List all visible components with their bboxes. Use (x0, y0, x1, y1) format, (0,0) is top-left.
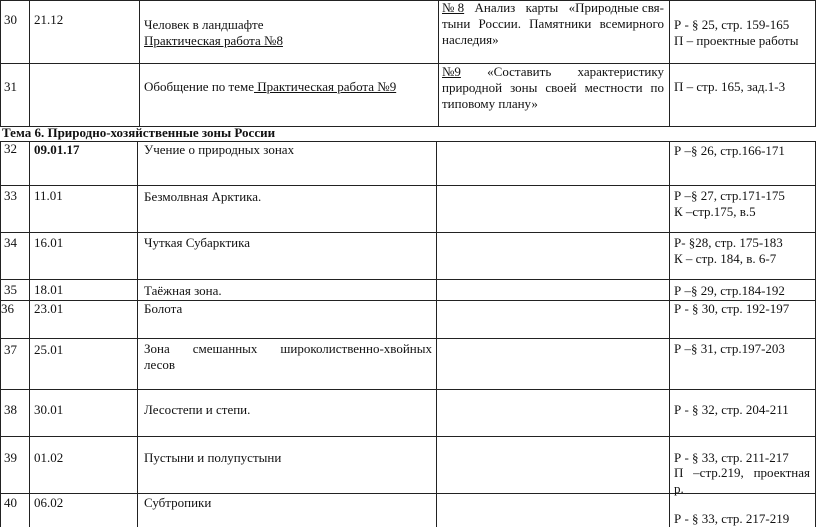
topic-text: Чуткая Субарктика (144, 235, 250, 250)
practical-word: Памятники (529, 16, 592, 31)
practical-number: № 8 (442, 0, 465, 15)
homework-text: Р –§ 26, стр.166-171 (674, 143, 785, 158)
topic-text (144, 79, 396, 95)
homework-text: Р - § 32, стр. 204-211 (674, 402, 789, 417)
practical-word: всемирного (599, 16, 664, 31)
row-number: 30 (4, 12, 17, 27)
topic-practical-link: Практическая работа №8 (144, 33, 283, 48)
row-number: 37 (4, 342, 17, 357)
row-border (0, 0, 816, 1)
practical-word: зоны (510, 80, 538, 95)
homework-word: П (674, 465, 684, 480)
practical-line (442, 80, 664, 96)
row-border (0, 279, 816, 280)
row-border (0, 436, 816, 437)
practical-word: природной (442, 80, 503, 95)
row-date: 23.01 (34, 301, 64, 316)
practical-word: карты (525, 0, 559, 15)
col-border (438, 0, 439, 126)
homework-text: Р –§ 27, стр.171-175 (674, 188, 785, 203)
row-number: 34 (4, 235, 17, 250)
homework-text: Р - § 30, стр. 192-197 (674, 301, 790, 316)
homework-word: –стр.219, (693, 465, 744, 480)
topic-text: Субтропики (144, 495, 212, 510)
practical-word: «Природные свя- (568, 0, 664, 15)
row-border (0, 185, 816, 186)
row-date: 09.01.17 (34, 142, 80, 157)
row-date: 30.01 (34, 402, 64, 417)
col-border (669, 0, 670, 126)
row-date: 01.02 (34, 450, 64, 465)
homework-text: К –стр.175, в.5 (674, 204, 756, 219)
col-border (669, 141, 670, 527)
row-date: 21.12 (34, 12, 64, 27)
homework-word: проектная (753, 465, 810, 480)
row-number: 36 (1, 301, 14, 316)
topic-text: Учение о природных зонах (144, 142, 295, 157)
row-number: 35 (4, 282, 17, 297)
row-border (0, 232, 816, 233)
row-number: 32 (4, 141, 17, 156)
row-number: 31 (4, 79, 17, 94)
homework-text: р. (674, 481, 684, 496)
row-date: 16.01 (34, 235, 64, 250)
col-border (0, 141, 1, 527)
col-border (436, 141, 437, 527)
practical-word: Анализ (474, 0, 516, 15)
practical-word: «Составить (487, 64, 552, 79)
practical-word: характеристику (577, 64, 664, 79)
row-date: 06.02 (34, 495, 64, 510)
homework-text: К – стр. 184, в. 6-7 (674, 251, 777, 266)
topic-word: Зона (144, 341, 170, 356)
homework-text: П – проектные работы (674, 33, 799, 48)
topic-text: Человек в ландшафте (144, 17, 264, 32)
row-date: 11.01 (34, 188, 63, 203)
homework-text: Р - § 25, стр. 159-165 (674, 17, 790, 32)
topic-text: лесов (144, 357, 175, 372)
practical-word: по (650, 80, 664, 95)
practical-line (442, 64, 664, 80)
col-border (137, 141, 138, 527)
topic-text: Безмолвная Арктика. (144, 189, 262, 204)
homework-text: Р –§ 31, стр.197-203 (674, 341, 785, 356)
homework-text: Р - § 33, стр. 211-217 (674, 450, 789, 465)
row-border (0, 141, 816, 142)
practical-word: тыни (442, 16, 471, 31)
topic-text: Лесостепи и степи. (144, 402, 251, 417)
row-date: 18.01 (34, 282, 64, 297)
practical-line (442, 16, 664, 32)
homework-text: П – стр. 165, зад.1-3 (674, 79, 786, 94)
homework-text: Р- §28, стр. 175-183 (674, 235, 783, 250)
homework-text: Р –§ 29, стр.184-192 (674, 283, 785, 298)
col-border (0, 0, 1, 126)
topic-text: Болота (144, 301, 183, 316)
row-border (0, 389, 816, 390)
row-number: 40 (4, 495, 17, 510)
topic-word: широколиственно-хвойных (280, 341, 432, 356)
topic-text: Таёжная зона. (144, 283, 222, 298)
practical-word: своей (545, 80, 577, 95)
topic-word: смешанных (192, 341, 258, 356)
practical-number: №9 (442, 64, 461, 79)
topic-practical-link: Практическая работа №9 (254, 79, 397, 94)
row-number: 39 (4, 450, 17, 465)
row-number: 33 (4, 188, 17, 203)
row-border (0, 63, 816, 64)
practical-word: местности (584, 80, 643, 95)
col-border (139, 0, 140, 126)
col-border (29, 141, 30, 527)
homework-text (674, 465, 810, 481)
homework-text: Р - § 33, стр. 217-219 (674, 511, 790, 526)
row-border (0, 338, 816, 339)
col-border (29, 0, 30, 126)
practical-line: наследия» (442, 32, 499, 47)
row-border (0, 493, 816, 494)
practical-line: типовому плану» (442, 96, 538, 111)
topic-text (144, 341, 432, 357)
section-title: Тема 6. Природно-хозяйственные зоны России (2, 125, 276, 140)
practical-line (442, 0, 664, 16)
practical-word: России. (478, 16, 521, 31)
row-date: 25.01 (34, 342, 64, 357)
row-number: 38 (4, 402, 17, 417)
topic-text: Пустыни и полупустыни (144, 450, 282, 465)
topic-prefix: Обобщение по теме (144, 79, 254, 94)
